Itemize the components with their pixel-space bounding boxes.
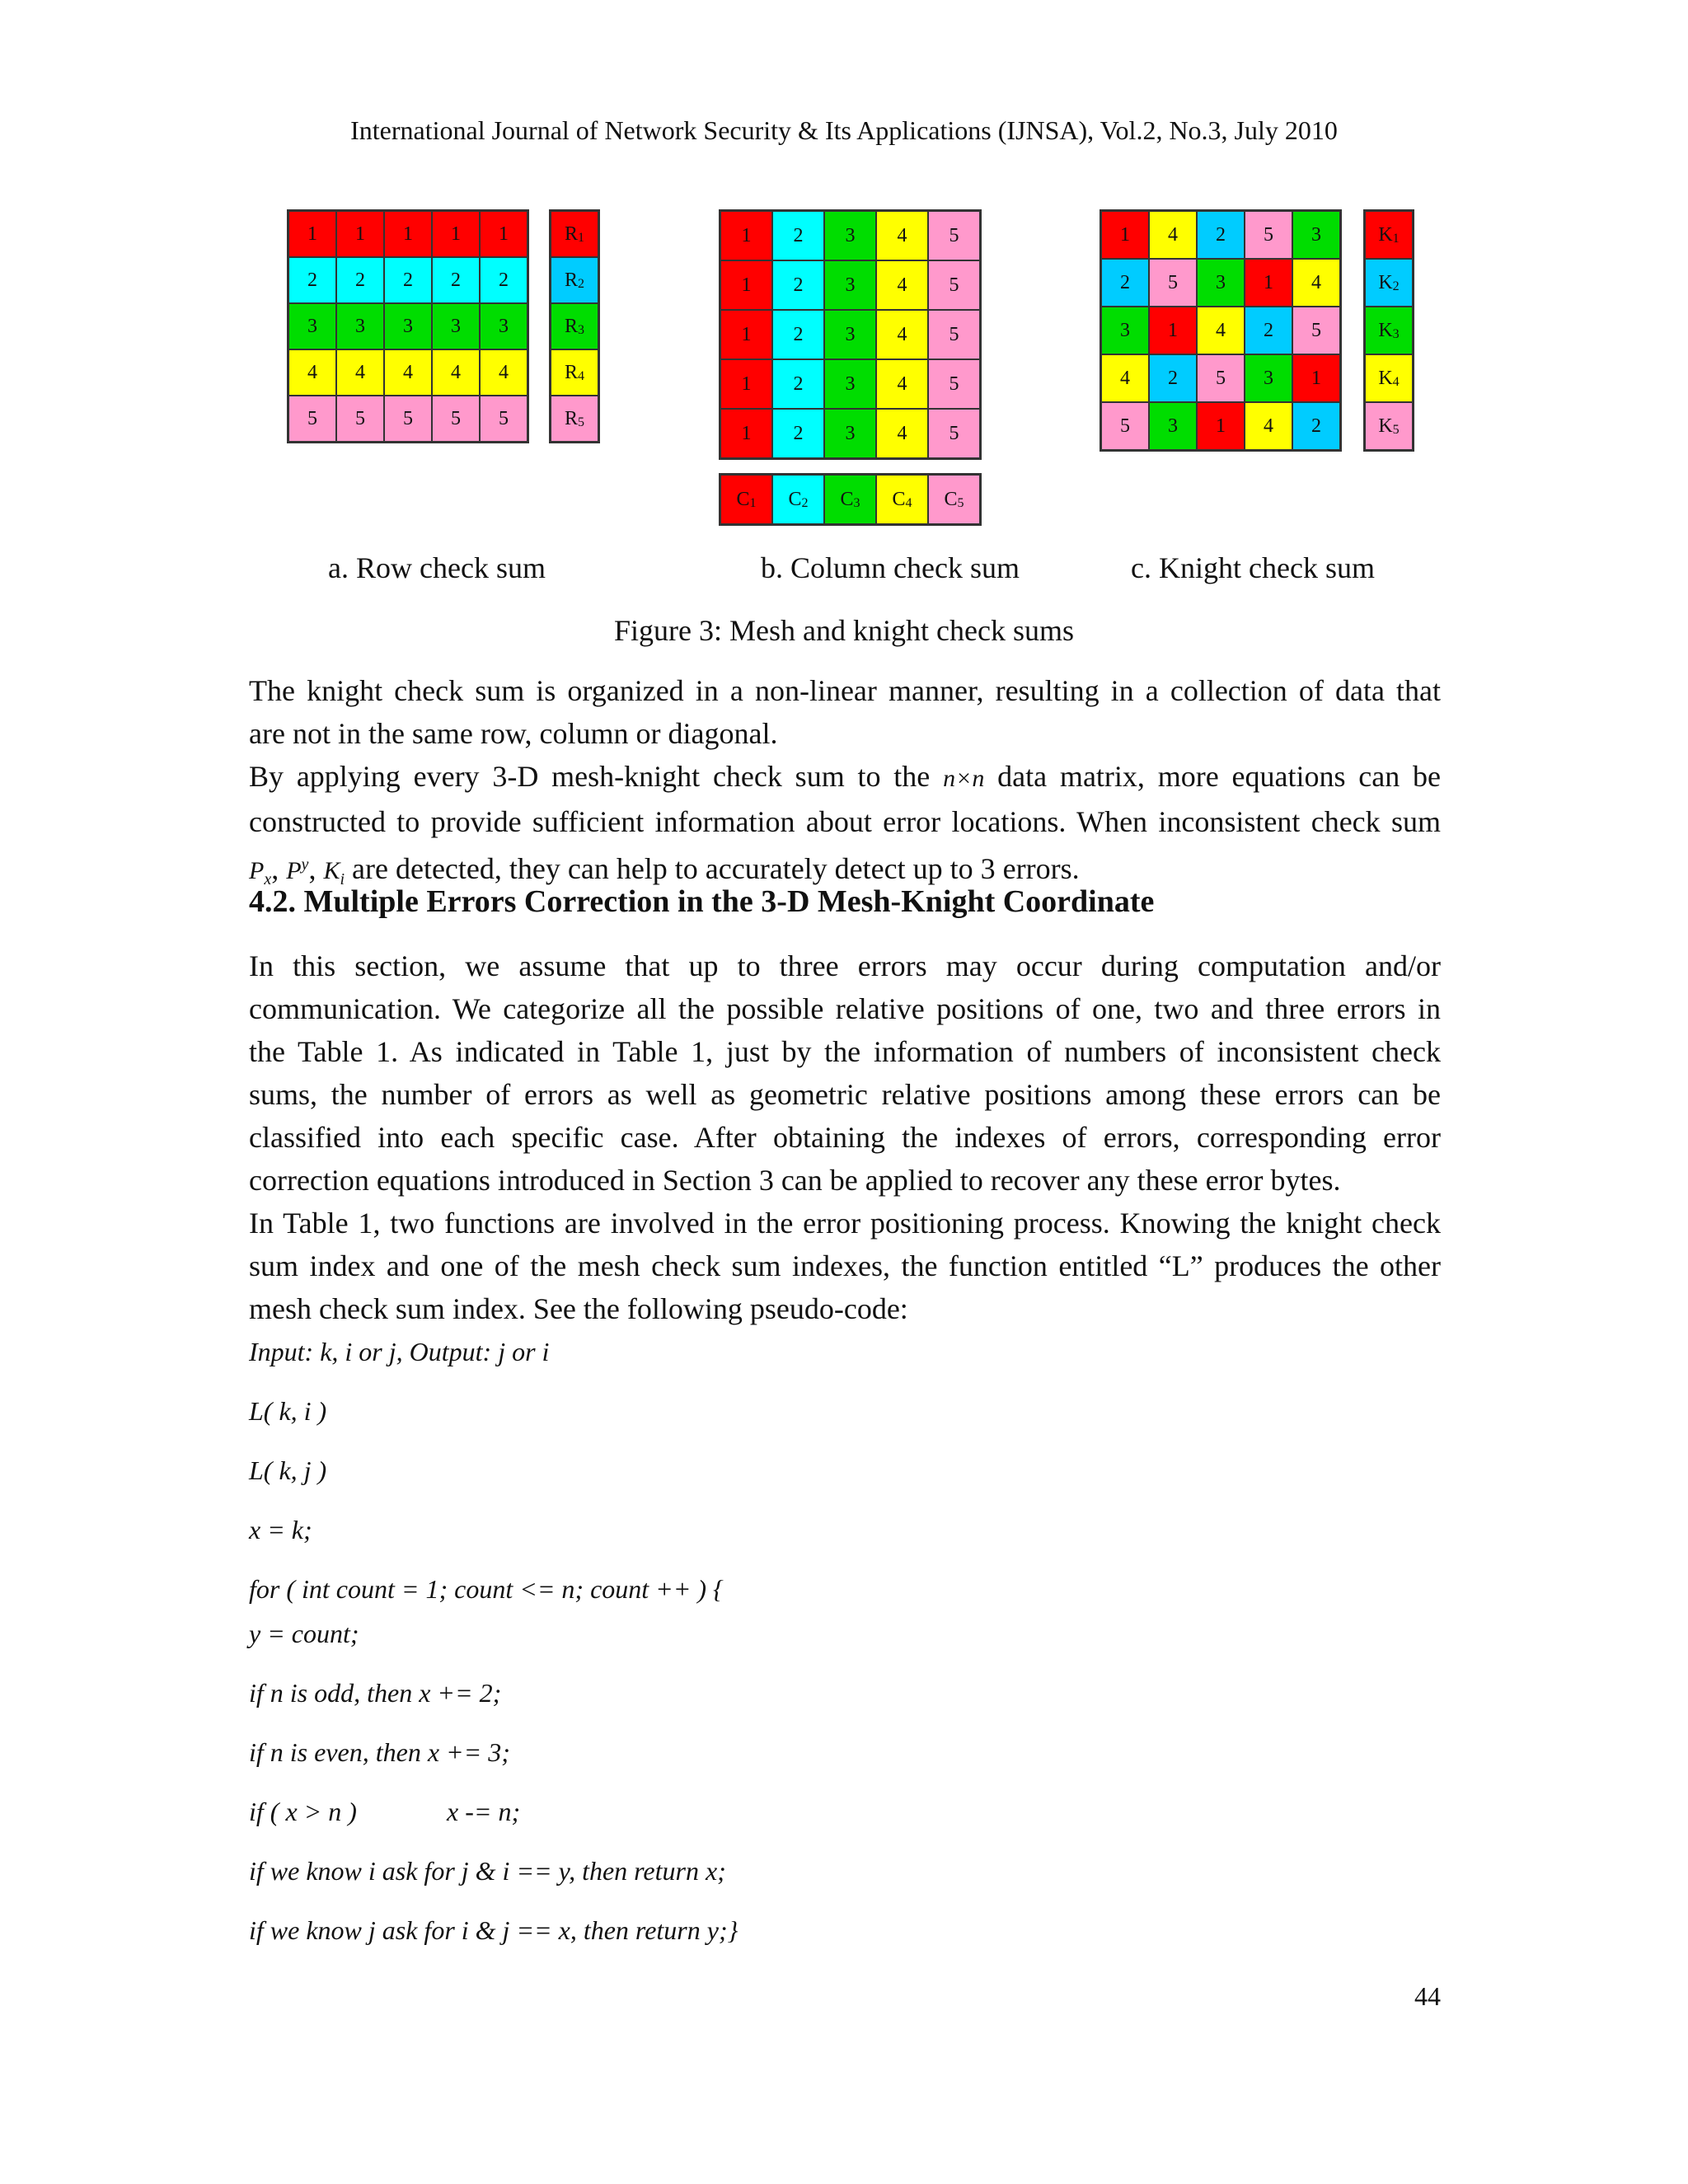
matrix-cell: 4: [1101, 354, 1149, 402]
pseudo-code-line: if n is odd, then x += 2;: [249, 1678, 502, 1708]
paragraph-line: mesh check sum index. See the following pseudo-code:: [249, 1292, 908, 1325]
check-sum-cell: C $_4$: [876, 475, 928, 524]
matrix-cell: 5: [928, 310, 980, 359]
matrix-cell: 2: [772, 359, 824, 409]
matrix-cell: 3: [824, 260, 876, 310]
matrix-cell: 4: [876, 409, 928, 458]
check-sum-cell: K $_2$: [1365, 259, 1413, 307]
matrix-cell: 2: [336, 257, 384, 303]
pseudo-code-line: if we know i ask for j & i == y, then return x;: [249, 1856, 726, 1886]
matrix-cell: 3: [288, 303, 336, 349]
matrix-cell: 1: [1292, 354, 1340, 402]
matrix-cell: 5: [384, 396, 432, 442]
paragraph-knight-organization: [249, 669, 1441, 755]
pseudo-code-line: L( k, j ): [249, 1455, 327, 1485]
matrix-cell: 4: [876, 310, 928, 359]
matrix-cell: 3: [1292, 211, 1340, 259]
matrix-cell: 5: [336, 396, 384, 442]
check-sum-cell: C $_3$: [824, 475, 876, 524]
pseudo-code-line: x = k;: [249, 1515, 312, 1544]
check-sum-cell: R $_4$: [551, 349, 598, 396]
matrix-cell: 4: [480, 349, 528, 396]
paragraph-function-l: [249, 1202, 1441, 1330]
check-sum-cell: K $_5$: [1365, 402, 1413, 450]
text-run: By applying every 3-D mesh-knight check sum to the: [249, 760, 931, 793]
paragraph-line: In this section, we assume that up to three errors may occur during computation and/or: [249, 949, 1441, 982]
check-sum-cell: C $_5$: [928, 475, 980, 524]
matrix-cell: 4: [876, 260, 928, 310]
row-sum-column: [549, 209, 600, 443]
knight-sum-column: [1363, 209, 1414, 452]
matrix-cell: 5: [928, 211, 980, 260]
pseudo-code-line: if we know j ask for i & j == x, then return y;}: [249, 1915, 738, 1945]
matrix-cell: 3: [1197, 259, 1245, 307]
paragraph-error-categories: [249, 944, 1441, 1202]
matrix-cell: 2: [1292, 402, 1340, 450]
matrix-cell: 4: [876, 211, 928, 260]
caption-knight-check-sum: c. Knight check sum: [1131, 551, 1375, 584]
paragraph-line: correction equations introduced in Section 3 can be applied to recover any these error bytes.: [249, 1164, 1341, 1197]
caption-column-check-sum: b. Column check sum: [761, 551, 1020, 584]
matrix-cell: 4: [336, 349, 384, 396]
pseudo-code-line: L( k, i ): [249, 1396, 327, 1426]
section-heading: 4.2. Multiple Errors Correction in the 3-D Mesh-Knight Coordinate: [249, 884, 1155, 919]
check-sum-cell: R $_2$: [551, 257, 598, 303]
matrix-cell: 5: [928, 359, 980, 409]
math-symbol: P: [286, 857, 302, 884]
matrix-cell: 2: [772, 310, 824, 359]
check-sum-cell: R $_3$: [551, 303, 598, 349]
matrix-cell: 2: [772, 211, 824, 260]
matrix-cell: 2: [1197, 211, 1245, 259]
matrix-cell: 2: [480, 257, 528, 303]
math-py: [286, 857, 308, 884]
matrix-cell: 2: [384, 257, 432, 303]
column-check-sum-grid: [719, 209, 982, 460]
matrix-cell: 2: [432, 257, 480, 303]
matrix-cell: 3: [336, 303, 384, 349]
matrix-cell: 2: [1149, 354, 1197, 402]
pseudo-code-line: y = count;: [249, 1619, 359, 1648]
matrix-cell: 5: [288, 396, 336, 442]
paragraph-mesh-knight-equations: [249, 755, 1441, 901]
row-check-sum-grid: [287, 209, 529, 443]
matrix-cell: 5: [1245, 211, 1292, 259]
matrix-cell: 3: [1101, 307, 1149, 354]
math-n-times-n: n×n: [943, 765, 985, 792]
matrix-cell: 1: [1101, 211, 1149, 259]
figure-title: Figure 3: Mesh and knight check sums: [614, 614, 1074, 647]
matrix-cell: 1: [720, 260, 772, 310]
paragraph-line: sums, the number of errors as well as geometric relative positions among these errors can be: [249, 1078, 1441, 1111]
text-run: data matrix, more equations can be: [997, 760, 1442, 793]
paragraph-line: sum index and one of the mesh check sum indexes, the function entitled “L” produces the other: [249, 1249, 1441, 1282]
matrix-cell: 1: [1197, 402, 1245, 450]
matrix-cell: 3: [824, 310, 876, 359]
math-subscript: i: [340, 870, 345, 888]
caption-row-check-sum: a. Row check sum: [328, 551, 546, 584]
knight-check-sum-grid: [1100, 209, 1342, 452]
matrix-cell: 1: [384, 211, 432, 257]
matrix-cell: 1: [720, 211, 772, 260]
text-run: are detected, they can help to accurately detect up to 3 errors.: [352, 852, 1080, 885]
matrix-cell: 5: [1292, 307, 1340, 354]
matrix-cell: 5: [480, 396, 528, 442]
matrix-cell: 1: [720, 359, 772, 409]
paragraph-line: are not in the same row, column or diagonal.: [249, 717, 778, 750]
pseudo-code-line: for ( int count = 1; count <= n; count ++ ) {: [249, 1574, 724, 1604]
check-sum-cell: K $_4$: [1365, 354, 1413, 402]
math-ki: [323, 857, 345, 888]
matrix-cell: 3: [824, 211, 876, 260]
matrix-cell: 4: [876, 359, 928, 409]
check-sum-cell: K $_3$: [1365, 307, 1413, 354]
matrix-cell: 3: [432, 303, 480, 349]
paragraph-line: communication. We categorize all the possible relative positions of one, two and three errors in: [249, 992, 1441, 1025]
check-sum-cell: C $_2$: [772, 475, 824, 524]
matrix-cell: 3: [384, 303, 432, 349]
matrix-cell: 4: [1149, 211, 1197, 259]
paragraph-line: constructed to provide sufficient information about error locations. When inconsistent check sum: [249, 805, 1441, 838]
matrix-cell: 1: [1149, 307, 1197, 354]
matrix-cell: 2: [772, 260, 824, 310]
pseudo-code-line: Input: k, i or j, Output: j or i: [249, 1337, 550, 1366]
paragraph-line: [249, 755, 1441, 800]
matrix-cell: 2: [1101, 259, 1149, 307]
paragraph-line: classified into each specific case. After obtaining the indexes of errors, corresponding error: [249, 1121, 1441, 1154]
math-symbol: P: [249, 857, 265, 884]
matrix-cell: 5: [432, 396, 480, 442]
matrix-cell: 1: [480, 211, 528, 257]
matrix-cell: 1: [720, 409, 772, 458]
paragraph-line: The knight check sum is organized in a non-linear manner, resulting in a collection of data that: [249, 674, 1441, 707]
check-sum-cell: K $_1$: [1365, 211, 1413, 259]
matrix-cell: 4: [432, 349, 480, 396]
matrix-cell: 1: [1245, 259, 1292, 307]
matrix-cell: 3: [480, 303, 528, 349]
matrix-cell: 3: [824, 359, 876, 409]
running-header: International Journal of Network Security & Its Applications (IJNSA), Vol.2, No.3, July 2010: [350, 115, 1338, 145]
matrix-cell: 2: [1245, 307, 1292, 354]
matrix-cell: 1: [288, 211, 336, 257]
check-sum-cell: R $_1$: [551, 211, 598, 257]
math-subscript: x: [264, 870, 272, 888]
matrix-cell: 5: [1149, 259, 1197, 307]
paragraph-line: the Table 1. As indicated in Table 1, just by the information of numbers of inconsistent check: [249, 1035, 1441, 1068]
pseudo-code-line: if n is even, then x += 3;: [249, 1737, 510, 1767]
matrix-cell: 3: [1245, 354, 1292, 402]
paragraph-line: In Table 1, two functions are involved in the error positioning process. Knowing the knight check: [249, 1207, 1441, 1240]
pseudo-code-line: if ( x > n ): [249, 1797, 357, 1826]
check-sum-cell: C $_1$: [720, 475, 772, 524]
matrix-cell: 2: [772, 409, 824, 458]
column-sum-row: [719, 473, 982, 526]
matrix-cell: 3: [1149, 402, 1197, 450]
page-number: 44: [1414, 1981, 1441, 2011]
matrix-cell: 4: [288, 349, 336, 396]
paragraph-line: $P_x$, $P^y$, $K_i$ are detected, they can help to accurately detect up to 3 errors.: [249, 852, 1080, 888]
matrix-cell: 4: [384, 349, 432, 396]
matrix-cell: 1: [336, 211, 384, 257]
matrix-cell: 5: [928, 260, 980, 310]
matrix-cell: 1: [720, 310, 772, 359]
matrix-cell: 4: [1197, 307, 1245, 354]
matrix-cell: 1: [432, 211, 480, 257]
matrix-cell: 5: [1101, 402, 1149, 450]
check-sum-cell: R $_5$: [551, 396, 598, 442]
math-superscript: y: [301, 855, 309, 874]
math-px: [249, 857, 272, 888]
matrix-cell: 4: [1245, 402, 1292, 450]
matrix-cell: 3: [824, 409, 876, 458]
pseudo-code-line: x -= n;: [447, 1797, 521, 1826]
matrix-cell: 5: [928, 409, 980, 458]
math-symbol: K: [323, 857, 340, 884]
matrix-cell: 4: [1292, 259, 1340, 307]
matrix-cell: 2: [288, 257, 336, 303]
matrix-cell: 5: [1197, 354, 1245, 402]
